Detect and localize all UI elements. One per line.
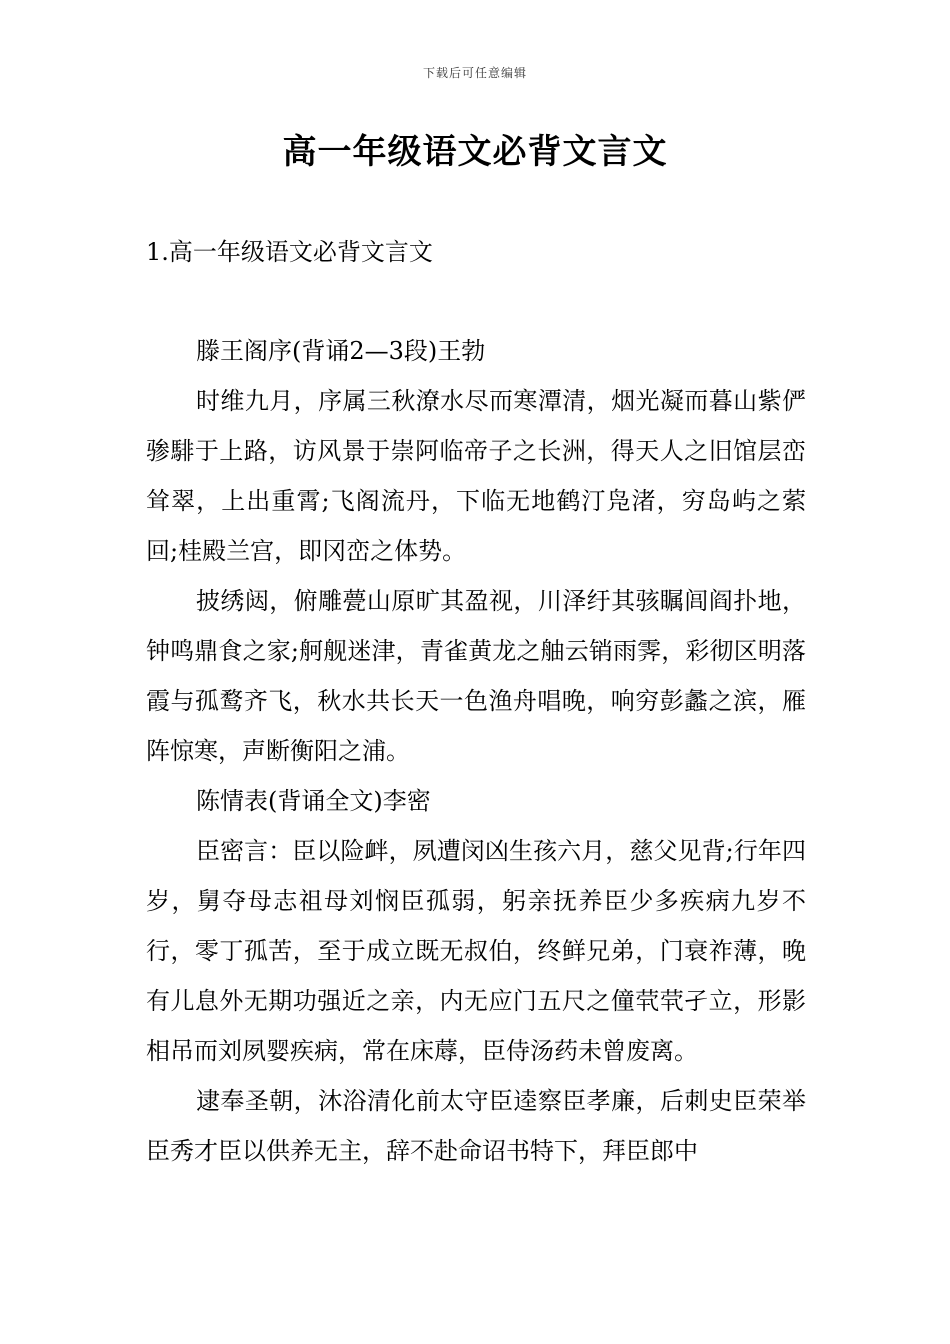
section-heading: 1.高一年级语文必背文言文 xyxy=(146,238,433,266)
document-title: 高一年级语文必背文言文 xyxy=(282,132,668,172)
header-note: 下载后可任意编辑 xyxy=(422,66,527,80)
document-body xyxy=(146,326,806,1176)
paragraph: 逮奉圣朝，沐浴清化前太守臣逵察臣孝廉，后刺史臣荣举臣秀才臣以供养无主，辞不赴命诏书特下，拜臣郎中 xyxy=(146,1087,806,1165)
paragraph-chenqingbiao-heading: 陈情表(背诵全文)李密 xyxy=(196,787,431,815)
paragraph: 披绣闼，俯雕甍山原旷其盈视，川泽纡其骇瞩闾阎扑地，钟鸣鼎食之家;舸舰迷津，青雀黄龙之舳云销雨霁，彩彻区明落霞与孤鹜齐飞，秋水共长天一色渔舟唱晚，响穷彭蠡之滨，雁阵惊寒，声断衡阳之浦。 xyxy=(146,587,806,765)
paragraph-tengwangge-heading: 滕王阁序(背诵2—3段)王勃 xyxy=(196,337,486,365)
paragraph: 臣密言：臣以险衅，夙遭闵凶生孩六月，慈父见背;行年四岁，舅夺母志祖母刘悯臣孤弱，躬亲抚养臣少多疾病九岁不行，零丁孤苦，至于成立既无叔伯，终鲜兄弟，门衰祚薄，晚有儿息外无期功强近之亲，内无应门五尺之僮茕茕孑立，形影相吊而刘夙婴疾病，常在床蓐，臣侍汤药未曾废离。 xyxy=(146,837,806,1065)
paragraph: 时维九月，序属三秋潦水尽而寒潭清，烟光凝而暮山紫俨骖騑于上路，访风景于崇阿临帝子之长洲，得天人之旧馆层峦耸翠，上出重霄;飞阁流丹，下临无地鹤汀凫渚，穷岛屿之萦回;桂殿兰宫，即冈峦之体势。 xyxy=(146,387,806,565)
